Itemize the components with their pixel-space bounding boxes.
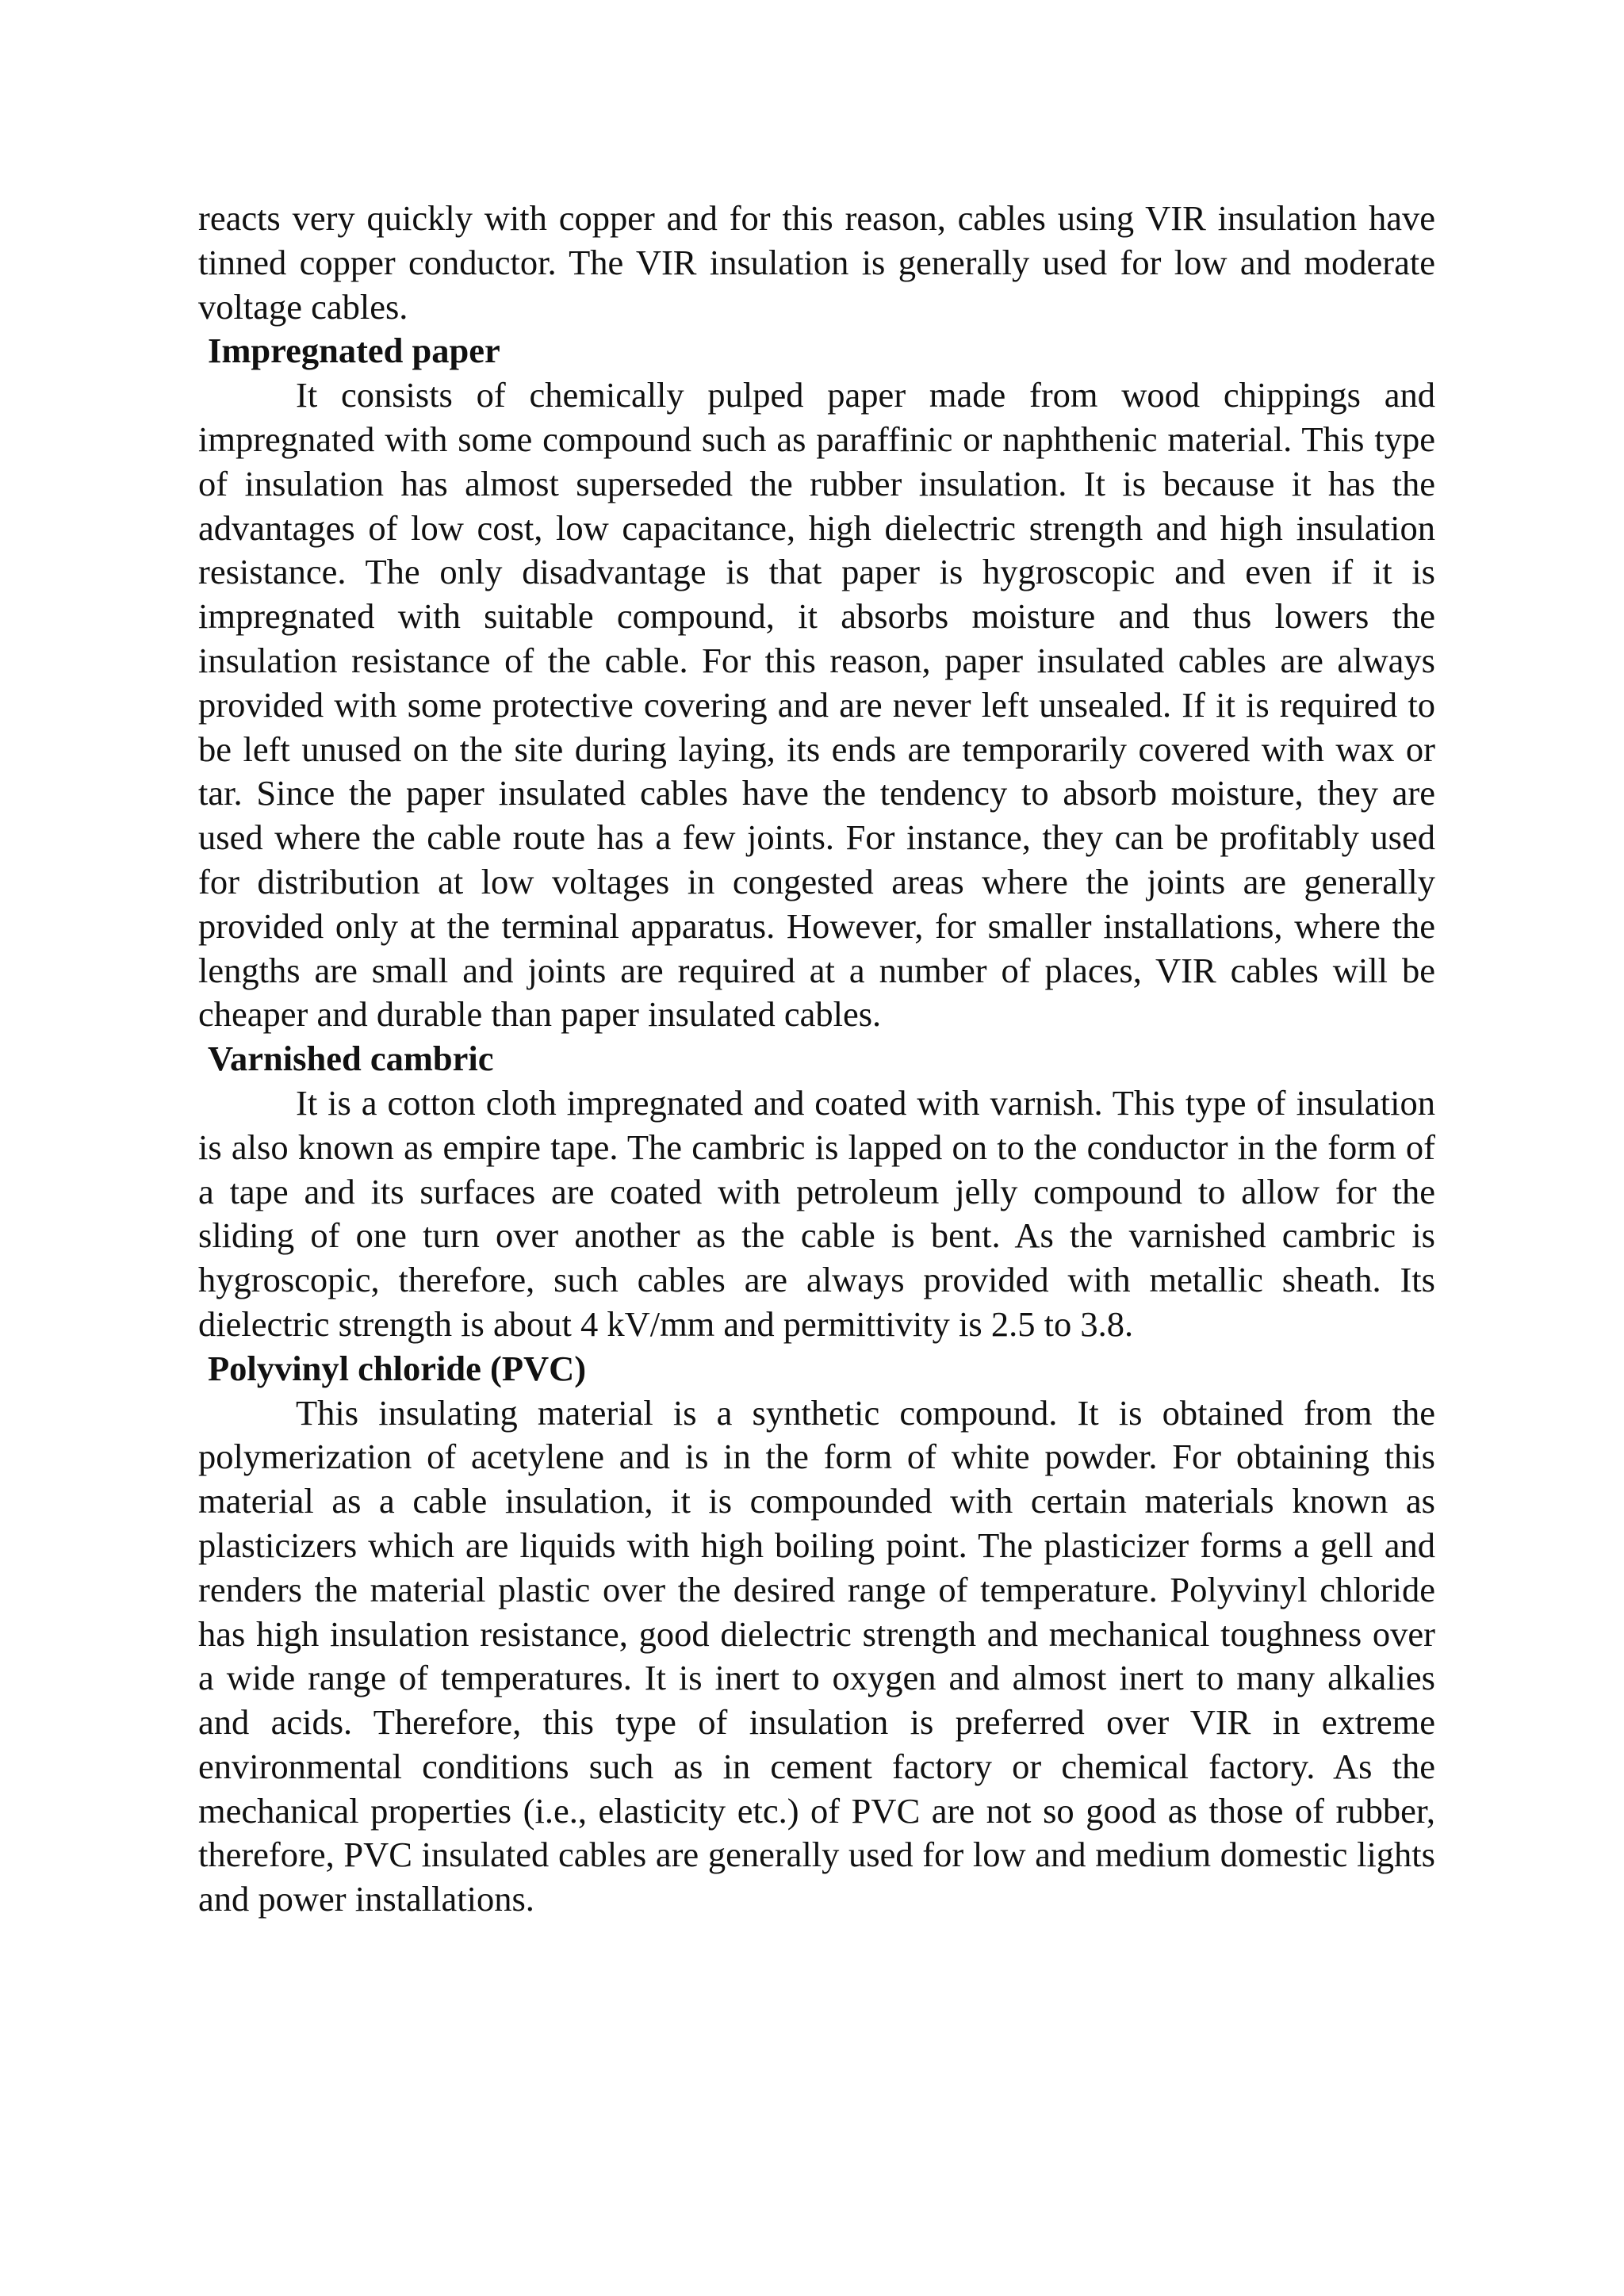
section-paragraph-pvc: This insulating material is a synthetic compound. It is obtained from the polymerization of acetylene and is in the form of white powder. For obtaining this material as a cable insulation, it is compounded with certain materials known as plasticizers which are liquids with high boiling point. The plasticizer forms a gell and renders the material plastic over the desired range of temperature. Polyvinyl chloride has high insulation resistance, good dielectric strength and mechanical toughness over a wide range of temperatures. It is inert to oxygen and almost inert to many alkalies and acids. Therefore, this type of insulation is preferred over VIR in extreme environmental conditions such as in cement factory or chemical factory. As the mechanical properties (i.e., elasticity etc.) of PVC are not so good as those of rubber, therefore, PVC insulated cables are generally used for low and medium domestic lights and power installations.	[198, 1392, 1435, 1919]
section-heading-varnished-cambric: Varnished cambric	[208, 1039, 494, 1079]
section-heading-pvc: Polyvinyl chloride (PVC)	[208, 1348, 587, 1388]
section-heading-impregnated-paper: Impregnated paper	[208, 331, 500, 371]
document-body	[198, 197, 1435, 1922]
section-paragraph-varnished-cambric: It is a cotton cloth impregnated and coated with varnish. This type of insulation is also known as empire tape. The cambric is lapped on to the conductor in the form of a tape and its surfaces are coated with petroleum jelly compound to allow for the sliding of one turn over another as the cable is bent. As the varnished cambric is hygroscopic, therefore, such cables are always provided with metallic sheath. Its dielectric strength is about 4 kV/mm and permittivity is 2.5 to 3.8.	[198, 1082, 1435, 1344]
intro-paragraph: reacts very quickly with copper and for this reason, cables using VIR insulation have tinned copper conductor. The VIR insulation is generally used for low and moderate voltage cables.	[198, 198, 1435, 327]
section-paragraph-impregnated-paper: It consists of chemically pulped paper made from wood chippings and impregnated with some compound such as paraffinic or naphthenic material. This type of insulation has almost superseded the rubber insulation. It is because it has the advantages of low cost, low capacitance, high dielectric strength and high insulation resistance. The only disadvantage is that paper is hygroscopic and even if it is impregnated with suitable compound, it absorbs moisture and thus lowers the insulation resistance of the cable. For this reason, paper insulated cables are always provided with some protective covering and are never left unsealed. If it is required to be left unused on the site during laying, its ends are temporarily covered with wax or tar. Since the paper insulated cables have the tendency to absorb moisture, they are used where the cable route has a few joints. For instance, they can be profitably used for distribution at low voltages in congested areas where the joints are generally provided only at the terminal apparatus. However, for smaller installations, where the lengths are small and joints are required at a number of places, VIR cables will be cheaper and durable than paper insulated cables.	[198, 375, 1435, 1035]
